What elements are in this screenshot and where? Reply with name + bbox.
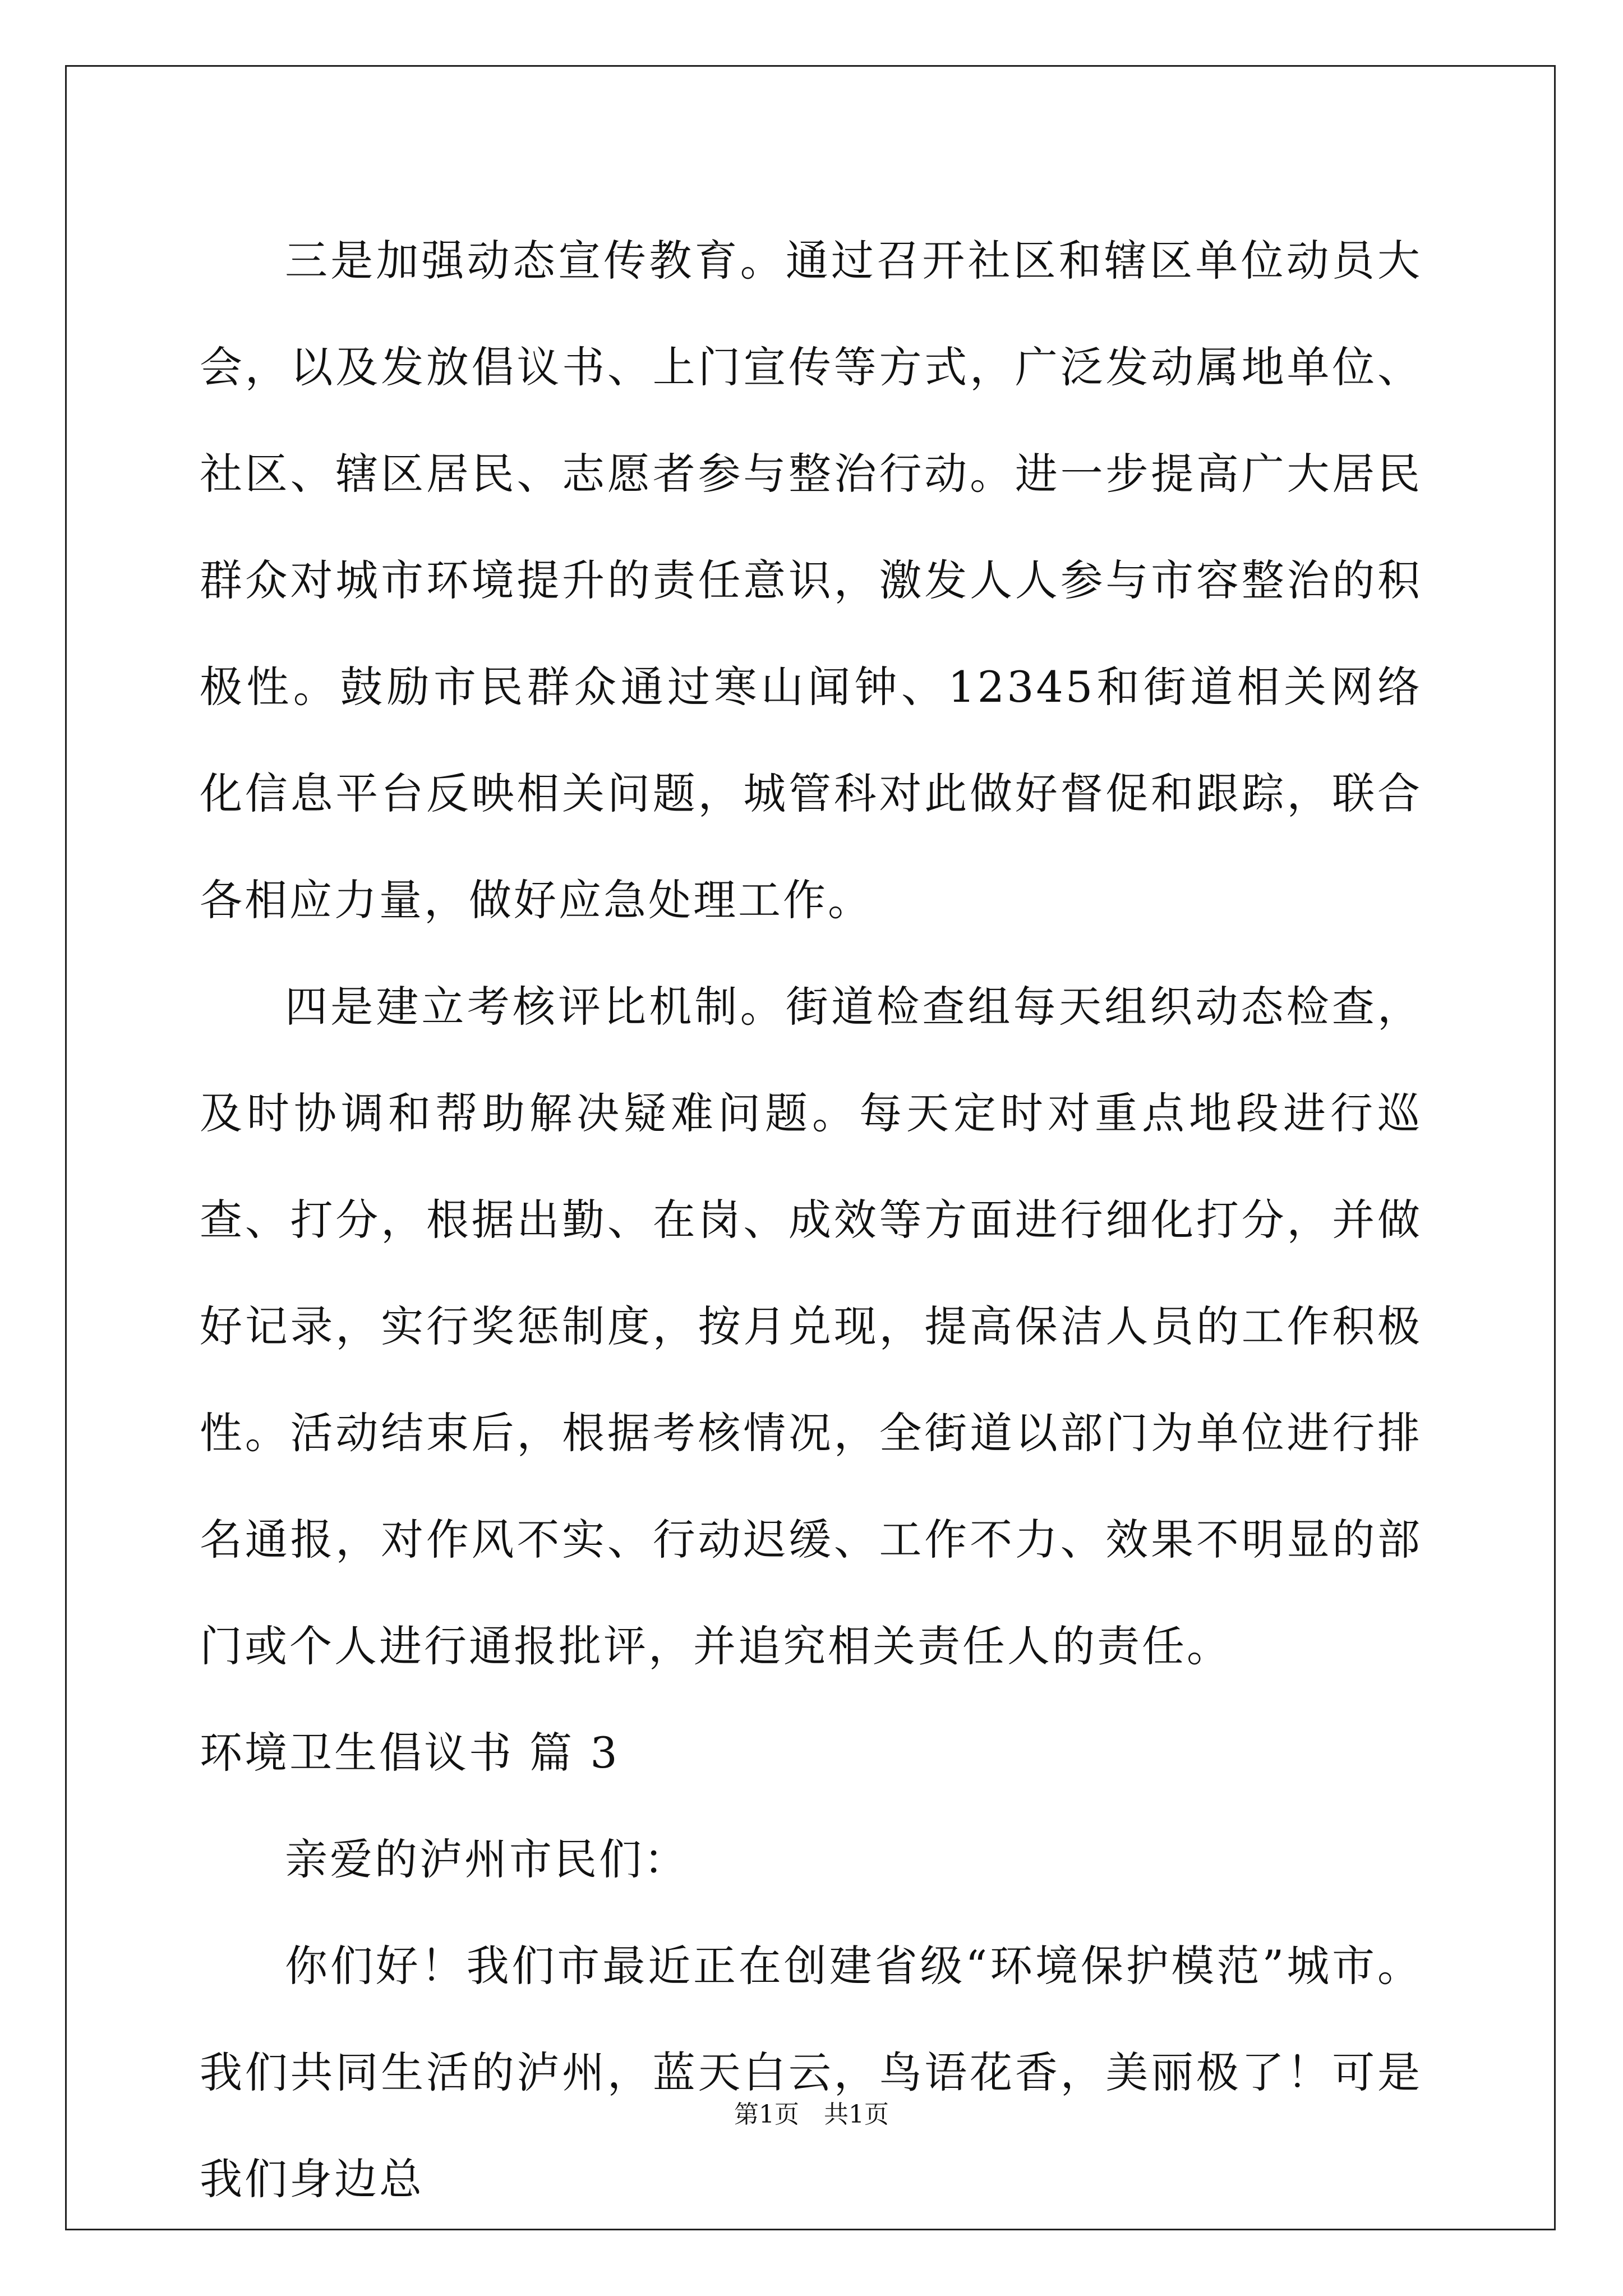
page-number: 第1页 [734, 2100, 799, 2129]
paragraph-greeting: 你们好！我们市最近正在创建省级“环境保护模范”城市。我们共同生活的泸州，蓝天白云，鸟语花香，美丽极了！可是我们身边总 [200, 1941, 1422, 2204]
salutation: 亲爱的泸州市民们： [285, 1834, 689, 1884]
section-heading: 环境卫生倡议书 篇 3 [200, 1728, 620, 1778]
document-body [200, 208, 1422, 2233]
paragraph-publicity: 三是加强动态宣传教育。通过召开社区和辖区单位动员大会，以及发放倡议书、上门宣传等方式，广泛发动属地单位、社区、辖区居民、志愿者参与整治行动。进一步提高广大居民群众对城市环境提升的责任意识，激发人人参与市容整治的积极性。鼓励市民群众通过寒山闻钟、12345和街道相关网络化信息平台反映相关问题，城管科对此做好督促和跟踪，联合各相应力量，做好应急处理工作。 [200, 236, 1422, 925]
paragraph-assessment: 四是建立考核评比机制。街道检查组每天组织动态检查，及时协调和帮助解决疑难问题。每天定时对重点地段进行巡查、打分，根据出勤、在岗、成效等方面进行细化打分，并做好记录，实行奖惩制度，按月兑现，提高保洁人员的工作积极性。活动结束后，根据考核情况，全街道以部门为单位进行排名通报，对作风不实、行动迟缓、工作不力、效果不明显的部门或个人进行通报批评，并追究相关责任人的责任。 [200, 982, 1422, 1671]
page-total: 共1页 [824, 2100, 889, 2129]
page-footer [0, 2098, 1623, 2132]
